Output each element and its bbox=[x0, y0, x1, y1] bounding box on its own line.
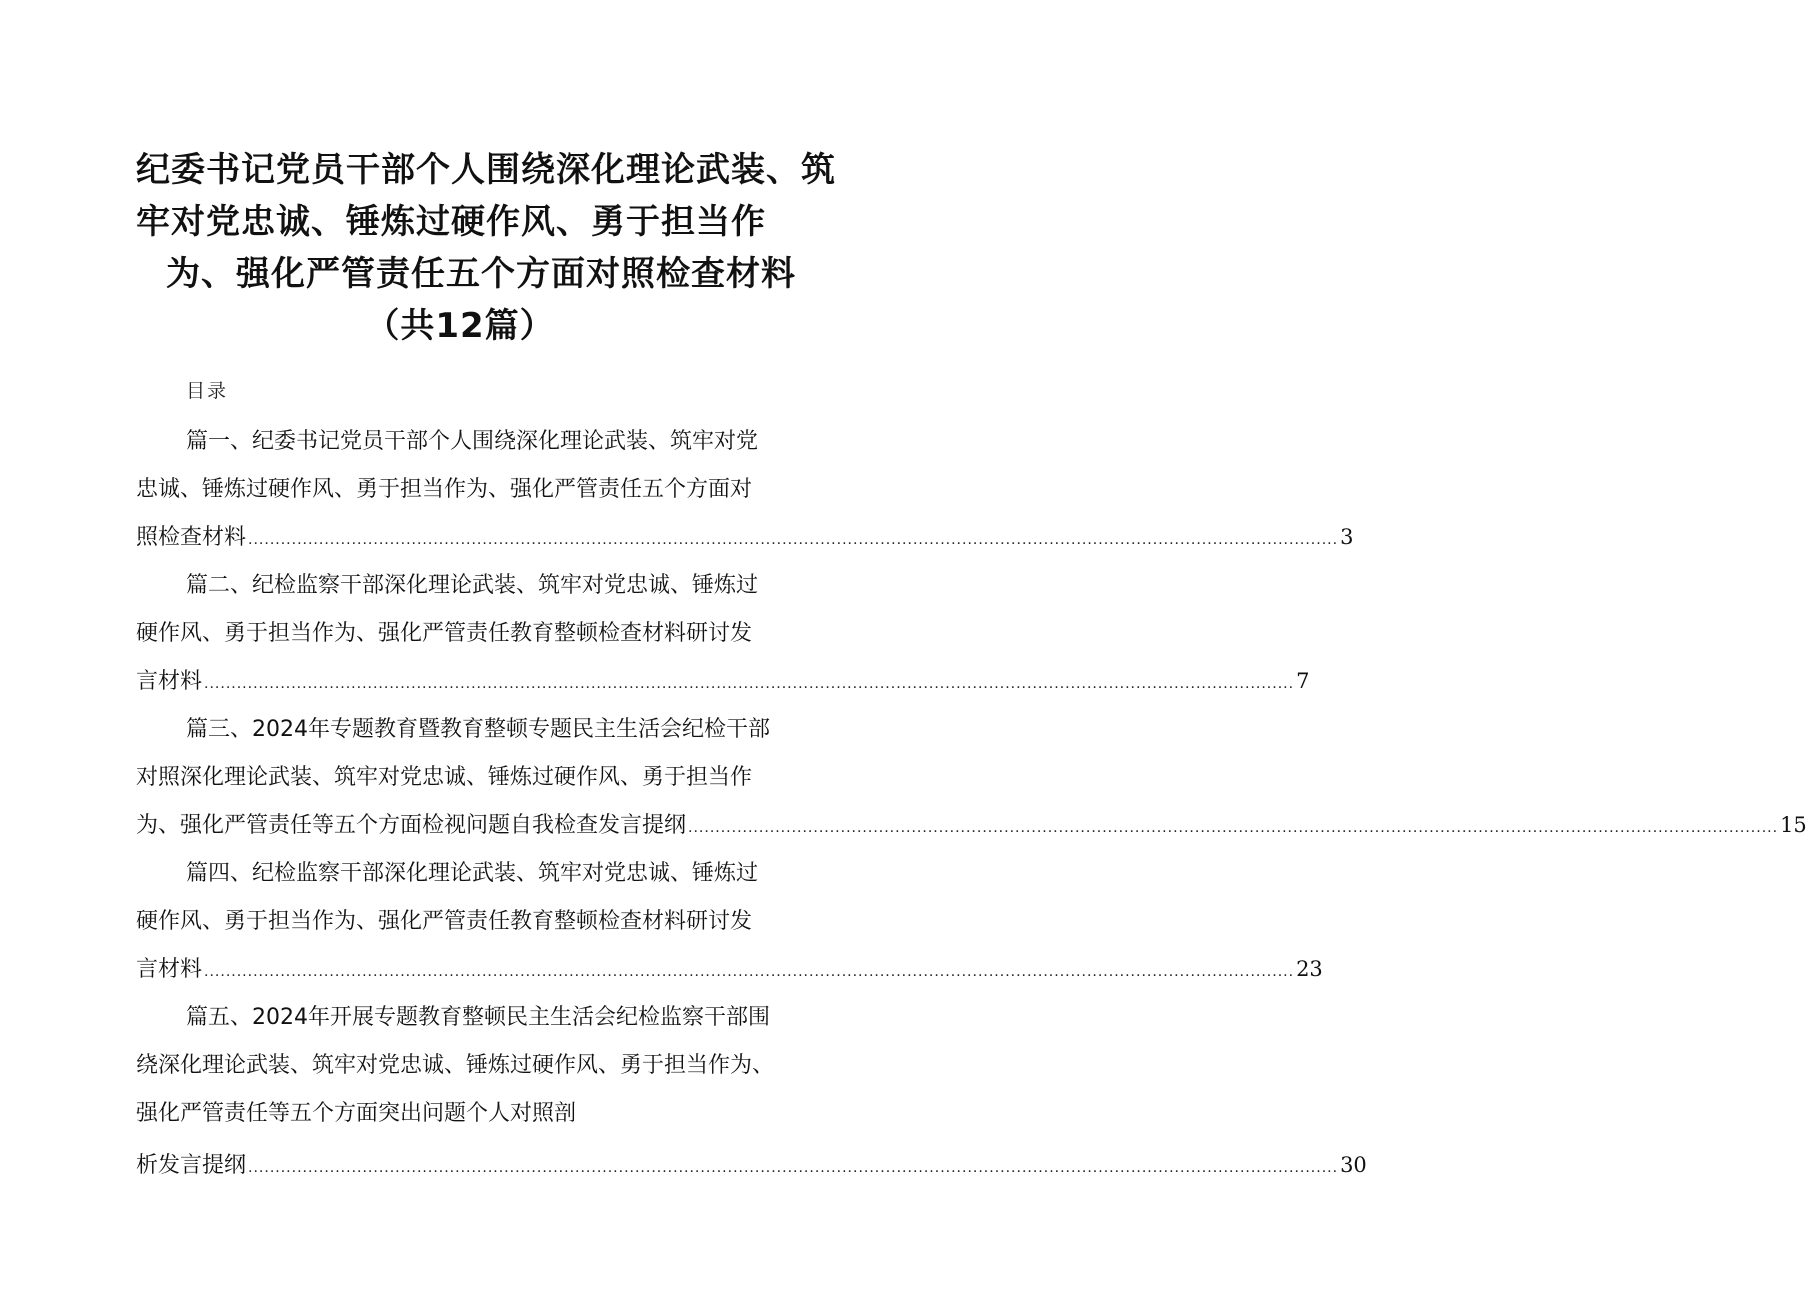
toc-page-number: 30 bbox=[1340, 1153, 1367, 1177]
document-title-line-2: 牢对党忠诚、锤炼过硬作风、勇于担当作 bbox=[136, 202, 766, 242]
document-title-count: （共12篇） bbox=[365, 306, 555, 346]
toc-entry-line: 篇一、纪委书记党员干部个人围绕深化理论武装、筑牢对党 bbox=[186, 429, 759, 454]
toc-entry-last-line bbox=[136, 520, 1354, 551]
toc-entry-last-line bbox=[136, 1148, 1367, 1179]
dot-leader: ........................................................................................................................................................................................................ bbox=[688, 820, 1779, 836]
dot-leader: ........................................................................................................................................................................................................ bbox=[248, 532, 1339, 548]
toc-entry-line: 忠诚、锤炼过硬作风、勇于担当作为、强化严管责任五个方面对 bbox=[136, 477, 753, 502]
toc-entry-line: 言材料 bbox=[136, 669, 203, 694]
document-title-line-3: 为、强化严管责任五个方面对照检查材料 bbox=[166, 254, 796, 294]
toc-page-number: 3 bbox=[1340, 525, 1354, 549]
toc-entry-last-line bbox=[136, 808, 1807, 839]
toc-entry-last-line bbox=[136, 664, 1310, 695]
dot-leader: ........................................................................................................................................................................................................ bbox=[204, 676, 1295, 692]
toc-entry-line: 篇五、2024年开展专题教育整顿民主生活会纪检监察干部围 bbox=[186, 1005, 770, 1030]
toc-entry-line: 强化严管责任等五个方面突出问题个人对照剖 bbox=[136, 1101, 577, 1126]
toc-heading: 目录 bbox=[186, 380, 229, 402]
toc-entry-line: 绕深化理论武装、筑牢对党忠诚、锤炼过硬作风、勇于担当作为、 bbox=[136, 1053, 775, 1078]
toc-entry-line: 为、强化严管责任等五个方面检视问题自我检查发言提纲 bbox=[136, 813, 687, 838]
toc-entry-line: 言材料 bbox=[136, 957, 203, 982]
toc-entry-line: 照检查材料 bbox=[136, 525, 247, 550]
toc-entry-line: 硬作风、勇于担当作为、强化严管责任教育整顿检查材料研讨发 bbox=[136, 909, 753, 934]
dot-leader: ........................................................................................................................................................................................................ bbox=[248, 1160, 1339, 1176]
toc-entry-last-line bbox=[136, 952, 1323, 983]
dot-leader: ........................................................................................................................................................................................................ bbox=[204, 964, 1295, 980]
toc-page-number: 23 bbox=[1296, 957, 1323, 981]
toc-page-number: 15 bbox=[1780, 813, 1807, 837]
toc-entry-line: 对照深化理论武装、筑牢对党忠诚、锤炼过硬作风、勇于担当作 bbox=[136, 765, 753, 790]
toc-page-number: 7 bbox=[1296, 669, 1310, 693]
toc-entry-line: 篇二、纪检监察干部深化理论武装、筑牢对党忠诚、锤炼过 bbox=[186, 573, 759, 598]
toc-entry-line: 硬作风、勇于担当作为、强化严管责任教育整顿检查材料研讨发 bbox=[136, 621, 753, 646]
toc-entry-line: 篇四、纪检监察干部深化理论武装、筑牢对党忠诚、锤炼过 bbox=[186, 861, 759, 886]
toc-entry-line: 篇三、2024年专题教育暨教育整顿专题民主生活会纪检干部 bbox=[186, 717, 770, 742]
document-title-line-1: 纪委书记党员干部个人围绕深化理论武装、筑 bbox=[136, 150, 836, 190]
toc-entry-line: 析发言提纲 bbox=[136, 1153, 247, 1178]
